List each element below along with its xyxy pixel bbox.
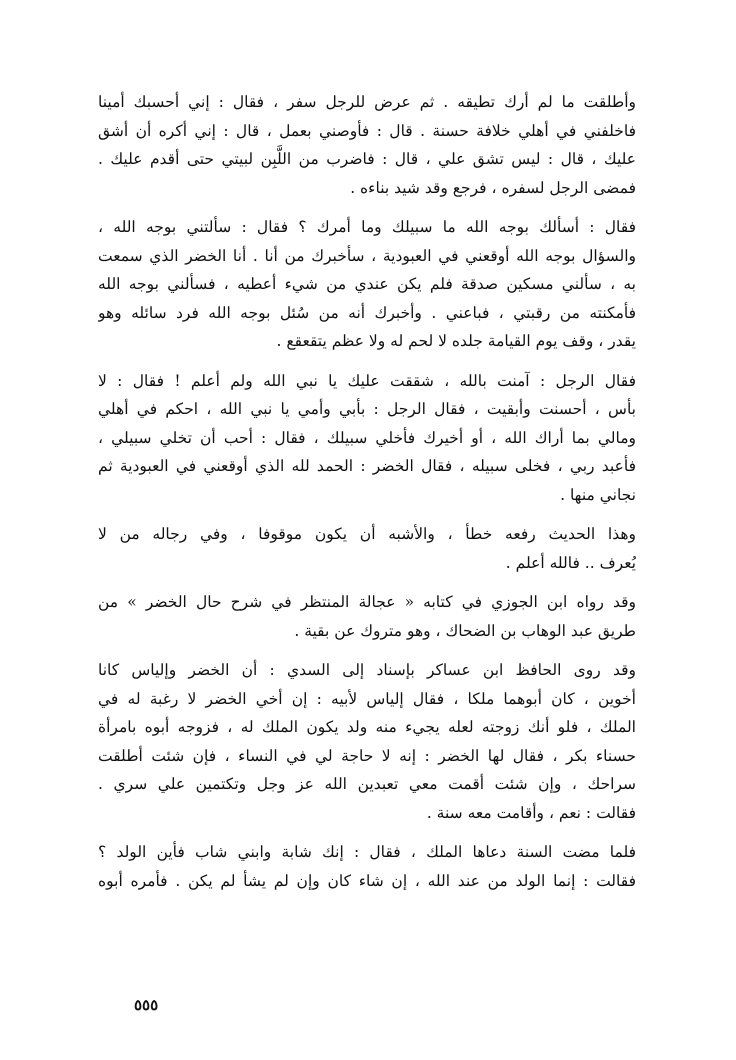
text-line: فلما مضت السنة دعاها الملك ، فقال : إنك شابة وابني شاب فأين الولد ؟ — [98, 843, 636, 861]
text-line: ومالي بما أراك الله ، أو أخيرك فأخلي سبيلك ، فقال : أحب أن تخلي سبيلي ، — [98, 428, 636, 447]
text-line: وأطلقت ما لم أرك تطيقه . ثم عرض للرجل سفر ، فقال : إني أحسبك أمينا — [98, 93, 636, 111]
paragraph — [98, 213, 636, 356]
text-line: فأمكنته من رقبتي ، فباعني . وأخبرك أنه من سُئل بوجه الله فرد سائله وهو — [98, 303, 636, 322]
text-line: فقال الرجل : آمنت بالله ، شققت عليك يا نبي الله ولم أعلم ! فقال : لا — [98, 371, 636, 390]
text-line: به ، سألني مسكين صدقة فلم يكن عندي من شيء أعطيه ، فسألني بوجه الله — [98, 275, 636, 293]
text-line: فقال : أسألك بوجه الله ما سبيلك وما أمرك ؟ فقال : سألتني بوجه الله ، — [98, 218, 636, 236]
text-line: طريق عبد الوهاب بن الضحاك ، وهو متروك عن بقية . — [294, 621, 636, 640]
page-number: ٥٥٥ — [134, 996, 159, 1014]
text-line: سراحك ، وإن شئت أقمت معي تعبدين الله عز وجل وتكتمين علي سري . — [98, 775, 636, 793]
text-line: وقد روى الحافظ ابن عساكر بإسناد إلى السدي : أن الخضر وإلياس كانا — [98, 661, 636, 679]
text-line: بأس ، أحسنت وأبقيت ، فقال الرجل : بأبي وأمي يا نبي الله ، احكم في أهلي — [98, 400, 636, 418]
paragraph — [98, 520, 636, 577]
paragraph — [98, 588, 636, 645]
text-line: فقالت : نعم ، وأقامت معه سنة . — [426, 803, 636, 822]
text-line: الملك ، فلو أنك زوجته لعله يجيء منه ولد يكون الملك له ، فزوجه أبوه بامرأة — [98, 718, 636, 736]
paragraph — [98, 88, 636, 202]
text-line: وهذا الحديث رفعه خطأ ، والأشبه أن يكون موقوفا ، وفي رجاله من لا — [98, 525, 636, 543]
text-line: والسؤال بوجه الله أوقعني في العبودية ، سأخبرك من أنا . أنا الخضر الذي سمعت — [98, 246, 636, 265]
text-line: نجاني منها . — [560, 485, 636, 504]
text-line: فقالت : إنما الولد من عند الله ، إن شاء كان وإن لم يشأ لم يكن . فأمره أبوه — [98, 871, 636, 890]
text-line: يقدر ، وقف يوم القيامة جلده لا لحم له ولا عظم يتقعقع . — [276, 332, 636, 350]
paragraph — [98, 656, 636, 827]
text-line: فمضى الرجل لسفره ، فرجع وقد شيد بناءه . — [350, 178, 636, 197]
text-line: فأعبد ربي ، فخلى سبيله ، فقال الخضر : الحمد لله الذي أوقعني في العبودية ثم — [98, 457, 636, 475]
text-line: أخوين ، كان أبوهما ملكا ، فقال إلياس لأبيه : إن أخي الخضر لا رغبة له في — [98, 689, 636, 708]
paragraph — [98, 838, 636, 895]
text-line: عليك ، قال : ليس تشق علي ، قال : فاضرب من اللَّبِن لبيتي حتى أقدم عليك . — [98, 150, 636, 168]
text-line: وقد رواه ابن الجوزي في كتابه « عجالة المنتظر في شرح حال الخضر » من — [98, 593, 636, 611]
text-line: يُعرف .. فالله أعلم . — [505, 553, 636, 572]
text-line: حسناء بكر ، فقال لها الخضر : إنه لا حاجة لي في النساء ، فإن شئت أطلقت — [98, 746, 636, 765]
paragraph — [98, 367, 636, 510]
text-line: فاخلفني في أهلي خلافة حسنة . قال : فأوصني بعمل ، قال : إني أكره أن أشق — [98, 121, 636, 140]
body-text — [98, 88, 636, 906]
